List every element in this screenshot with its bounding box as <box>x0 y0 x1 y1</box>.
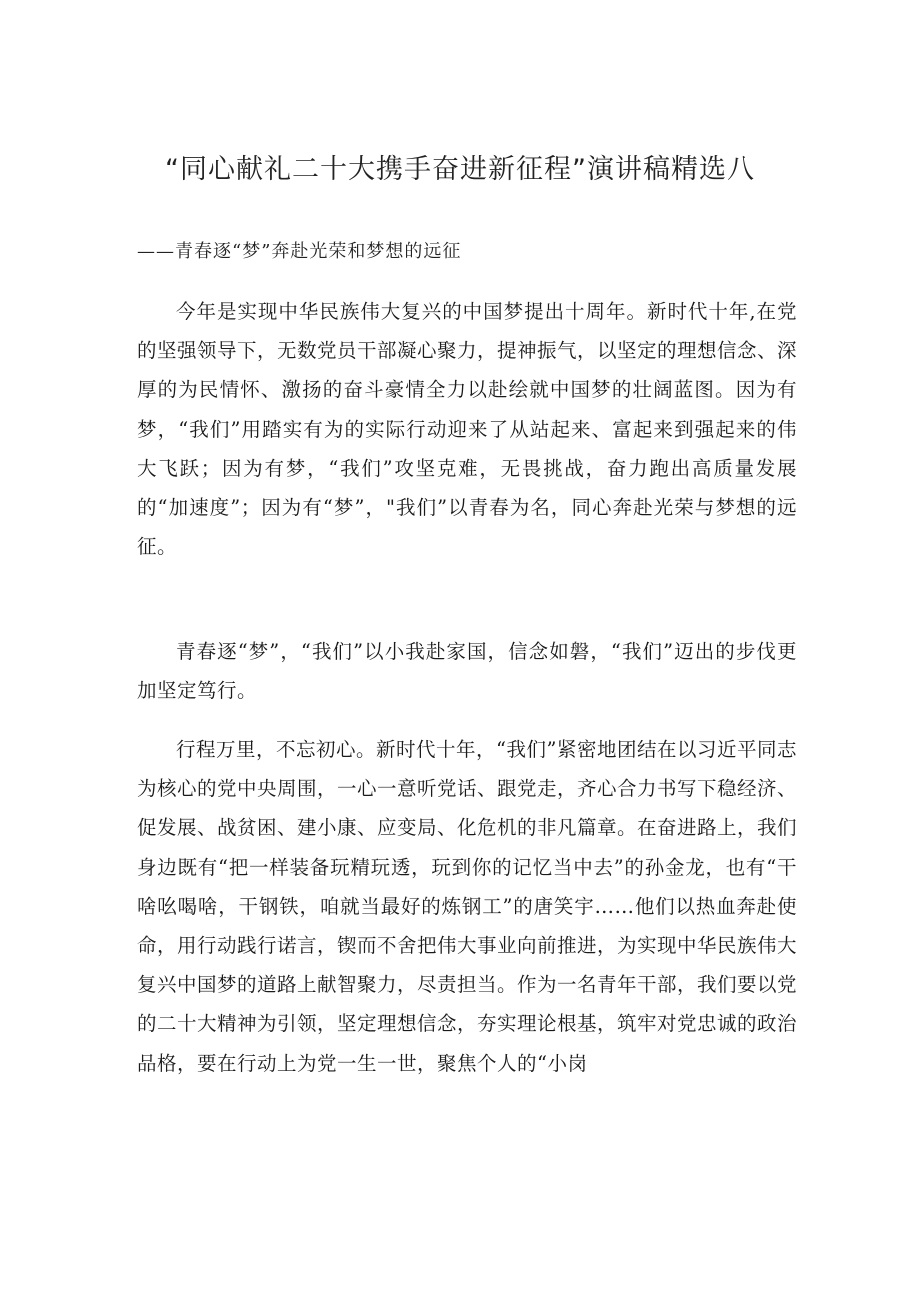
page-title: “同心献礼二十大携手奋进新征程”演讲稿精选八 <box>165 154 755 185</box>
paragraph-2: 青春逐“梦”，“我们”以小我赴家国，信念如磐，“我们”迈出的步伐更加坚定笃行。 <box>137 640 797 703</box>
page-subtitle: ——青春逐“梦”奔赴光荣和梦想的远征 <box>137 241 462 262</box>
paragraph-3: 行程万里，不忘初心。新时代十年，“我们”紧密地团结在以习近平同志为核心的党中央周围，一心一意听党话、跟党走，齐心合力书写下稳经济、促发展、战贫困、建小康、应变局、化危机的非凡篇章。在奋进路上，我们身边既有“把一样装备玩精玩透，玩到你的记忆当中去”的孙金龙，也有“干啥吆喝啥，干钢铁，咱就当最好的炼钢工”的唐笑宇……他们以热血奔赴使命，用行动践行诺言，锲而不舍把伟大事业向前推进，为实现中华民族伟大复兴中国梦的道路上献智聚力，尽责担当。作为一名青年干部，我们要以党的二十大精神为引领，坚定理想信念，夯实理论根基，筑牢对党忠诚的政治品格，要在行动上为党一生一世，聚焦个人的“小岗 <box>137 738 798 1075</box>
paragraph-1: 今年是实现中华民族伟大复兴的中国梦提出十周年。新时代十年,在党的坚强领导下，无数党员干部凝心聚力，提神振气，以坚定的理想信念、深厚的为民情怀、激扬的奋斗豪情全力以赴绘就中国梦的壮阔蓝图。因为有梦，“我们”用踏实有为的实际行动迎来了从站起来、富起来到强起来的伟大飞跃；因为有梦，“我们”攻坚克难，无畏挑战，奋力跑出高质量发展的“加速度”；因为有“梦”，"我们”以青春为名，同心奔赴光荣与梦想的远征。 <box>137 300 798 559</box>
